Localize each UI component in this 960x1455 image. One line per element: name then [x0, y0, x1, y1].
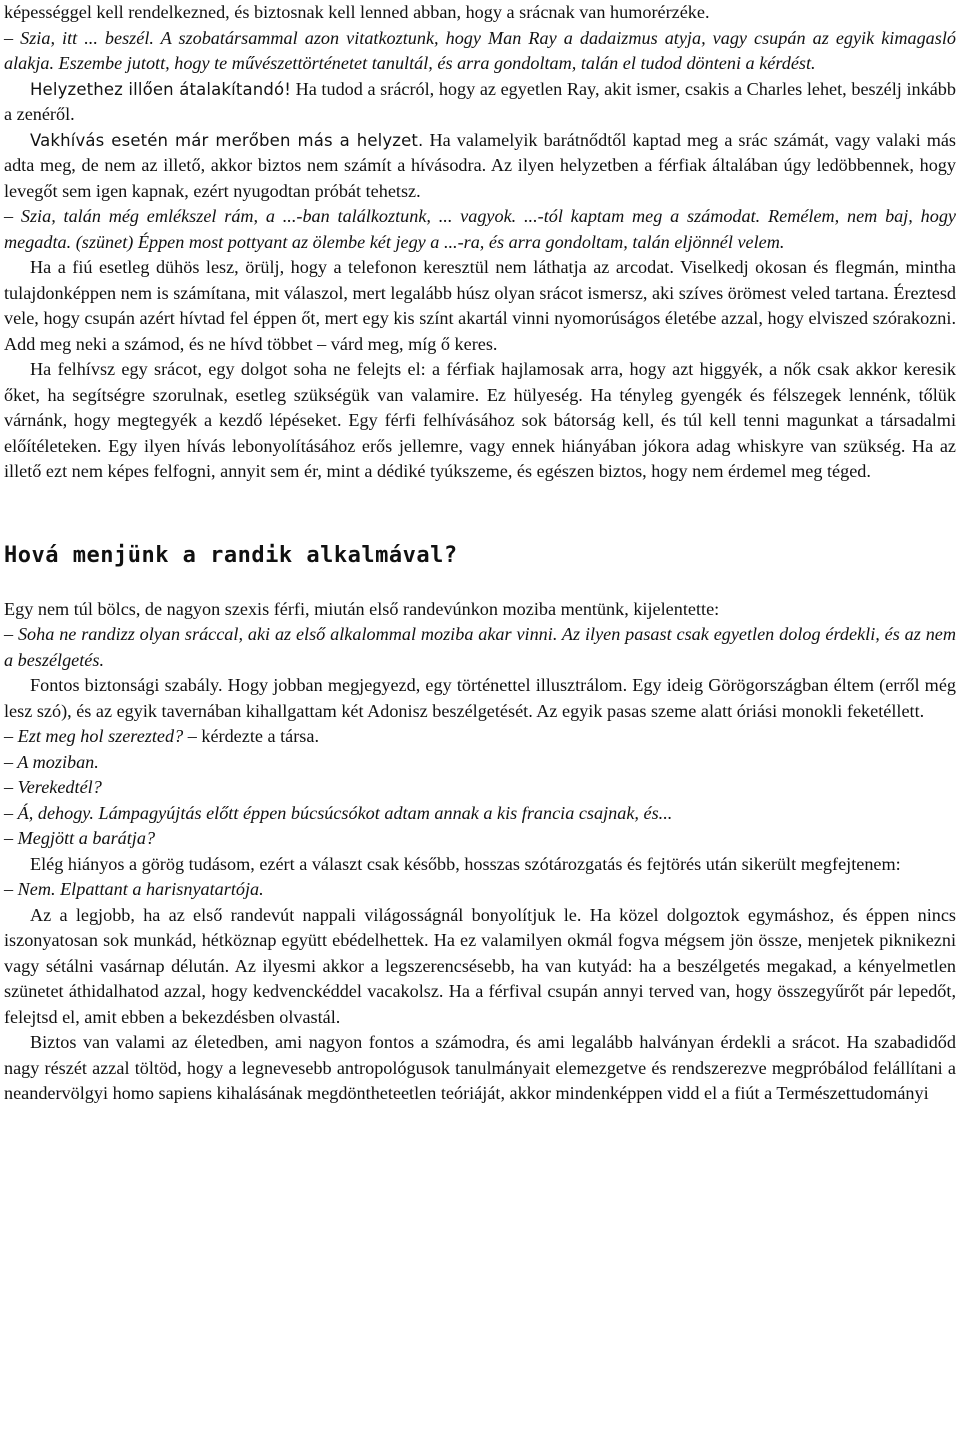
dialogue-line: – Ezt meg hol szerezted? – kérdezte a társa.	[4, 726, 319, 746]
paragraph: Egy nem túl bölcs, de nagyon szexis férfi, miután első randevúnkon moziba mentünk, kijelentette:	[4, 598, 720, 619]
dialogue-paragraph: – Szia, talán még emlékszel rám, a ...-ban találkoztunk, ... vagyok. ...-tól kaptam meg a számodat. Remélem, nem baj, hogy megadta. (szünet) Éppen most pottyant az ölembe két jegy a ...-ra, és arra gondoltam, talán eljönnél velem.	[4, 206, 956, 252]
dialogue-line: – Megjött a barátja?	[4, 828, 156, 848]
dialogue-line: – Verekedtél?	[4, 777, 102, 797]
emphasis-text: Helyzethez illően átalakítandó!	[30, 79, 291, 99]
section-heading: Hová menjünk a randik alkalmával?	[4, 542, 458, 568]
dialogue-line: – Á, dehogy. Lámpagyújtás előtt éppen búcsúcsókot adtam annak a kis francia csajnak, és...	[4, 802, 673, 823]
paragraph: Helyzethez illően átalakítandó! Ha tudod a srácról, hogy az egyetlen Ray, akit ismer, csakis a Charles lehet, beszélj inkább a zenéről.	[4, 78, 956, 124]
paragraph: Ha a fiú esetleg dühös lesz, örülj, hogy a telefonon keresztül nem láthatja az arcodat. Viselkedj okosan és flegmán, mintha tulajdonképpen nem is számítana, mit válaszol, mert legalább húsz olyan srácot ismersz, aki szíves örömest veled tartana. Éreztesd vele, hogy csupán azért hívtad fel éppen őt, mert egy kis színt akartál vinni nyomorúságos életébe azzal, hogy elviszed szórakozni. Add meg neki a számod, és ne hívd többet – várd meg, míg ő keres.	[4, 257, 957, 354]
paragraph: képességgel kell rendelkezned, és biztosnak kell lenned abban, hogy a srácnak van humorérzéke.	[4, 2, 710, 22]
dialogue-line: – Nem. Elpattant a harisnyatartója.	[4, 879, 264, 899]
paragraph: Fontos biztonsági szabály. Hogy jobban megjegyezd, egy történettel illusztrálom. Egy ideig Görögországban éltem (erről még lesz szó), és az egyik tavernában kihallgattam két Adonisz beszélgetését. Az egyik pasas szeme alatt óriási monokli feketéllett.	[4, 675, 956, 721]
emphasis-text: Vakhívás esetén már merőben más a helyzet.	[30, 130, 424, 150]
paragraph: Elég hiányos a görög tudásom, ezért a választ csak később, hosszas szótározgatás és fejtörés után sikerült megfejtenem:	[30, 853, 901, 874]
paragraph: Ha felhívsz egy srácot, egy dolgot soha ne felejts el: a férfiak hajlamosak arra, hogy azt higgyék, a nők csak akkor keresik őket, ha segítségre szorulnak, esetleg szükségük van valamire. Ez hülyeség. Ha tényleg gyengék és félszegek lennénk, tőlük várnánk, hogy megtegyék a kezdő lépéseket. Egy férfi felhívásához sok bátorság kell, és túl kell tenni magunkat a társadalmi előítéleteken. Egy ilyen hívás lebonyolításához erős jellemre, vagy ennek hiányában jókora adag whiskyre van szükség. Ha az illető ezt nem képes felfogni, annyit sem ér, mint a dédiké tyúkszeme, és egészen biztos, hogy nem érdemel meg téged.	[4, 359, 956, 481]
dialogue-line: – A moziban.	[4, 751, 99, 772]
paragraph: Vakhívás esetén már merőben más a helyzet. Ha valamelyik barátnődtől kaptad meg a srác számát, vagy valaki más adta meg, de nem az illető, akkor biztos nem számít a hívásodra. Az ilyen helyzetben a férfiak általában úgy ledöbbennek, hogy levegőt sem igen kapnak, ezért nyugodtan próbát tehetsz.	[4, 129, 956, 201]
dialogue-paragraph: – Soha ne randizz olyan sráccal, aki az első alkalommal moziba akar vinni. Az ilyen pasast csak egyetlen dolog érdekli, és az nem a beszélgetés.	[4, 624, 956, 670]
dialogue-paragraph: – Szia, itt ... beszél. A szobatársammal azon vitatkoztunk, hogy Man Ray a dadaizmus atyja, vagy csupán az egyik kimagasló alakja. Eszembe jutott, hogy te művészettörténetet tanultál, és arra gondoltam, talán el tudod dönteni a kérdést.	[4, 27, 956, 73]
paragraph: Az a legjobb, ha az első randevút nappali világosságnál bonyolítjuk le. Ha közel dolgoztok egymáshoz, és éppen nincs iszonyatosan sok munkád, hétköznap együtt ebédelhettek. Ha ez valamilyen okmál fogva mégsem jön össze, menjetek piknikezni vagy sétálni vasárnap délután. Az ilyesmi akkor a legszerencsésebb, ha van kutyád: ha a beszélgetés megakad, a kényelmetlen szünetet áthidalhatod azzal, hogy kedvenckéddel vacakolsz. Ha a férfival csupán annyi terved van, hogy összegyűrőt pár lepedőt, felejtsd el, amit ebben a bekezdésben olvastál.	[4, 904, 956, 1027]
paragraph: Biztos van valami az életedben, ami nagyon fontos a számodra, és ami legalább halványan érdekli a srácot. Ha szabadidőd nagy részét azzal töltöd, hogy a legnevesebb antropológusok tanulmányait elemezgetve és rendszerezve megpróbálod felállítani a neandervölgyi homo sapiens kihalásának megdöntheteetlen teóriáját, akkor mindenképpen vidd el a fiút a Természettudományi	[4, 1032, 956, 1103]
